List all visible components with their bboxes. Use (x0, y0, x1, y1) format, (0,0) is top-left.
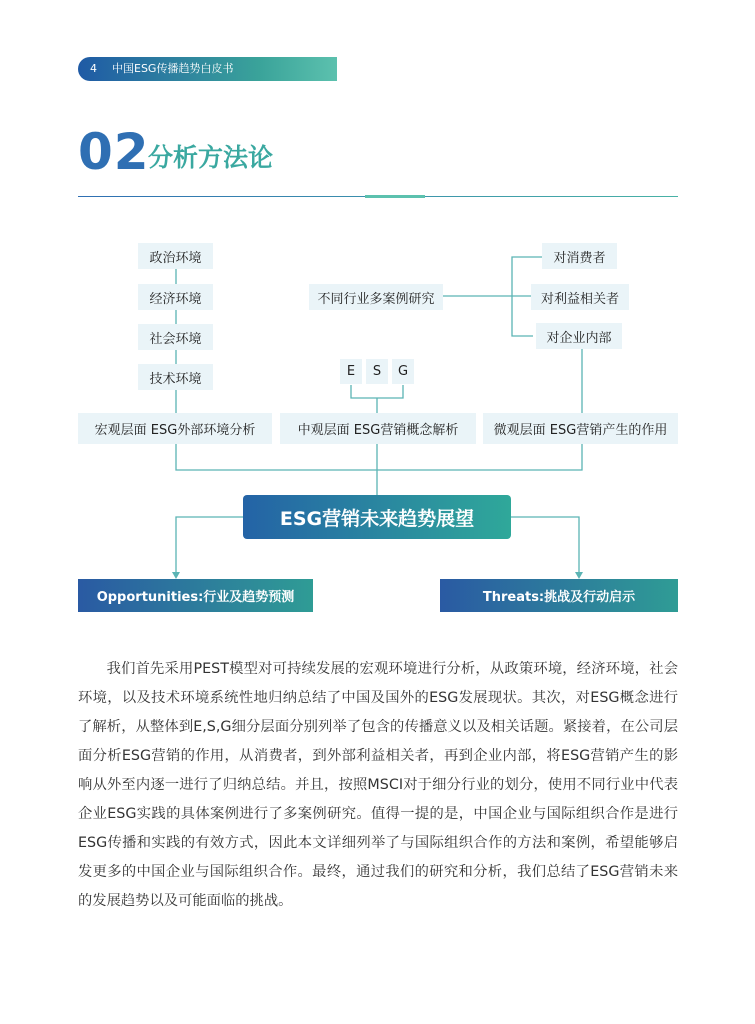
document-title: 中国ESG传播趋势白皮书 (112, 62, 234, 75)
section-number: 02 (78, 123, 150, 181)
macro-level-box: 宏观层面 ESG外部环境分析 (78, 413, 272, 444)
micro-level-box: 微观层面 ESG营销产生的作用 (483, 413, 678, 444)
future-to-threats (511, 517, 579, 576)
future-to-opportunities (176, 517, 243, 576)
arrow-head-right (575, 572, 583, 579)
page-number: 4 (90, 62, 97, 75)
case-study-box: 不同行业多案例研究 (309, 284, 443, 310)
macro-factor-social: 社会环境 (138, 324, 213, 350)
future-trend-box: ESG营销未来趋势展望 (243, 495, 511, 539)
esg-letter-e: E (340, 359, 362, 384)
section-title: 分析方法论 (148, 143, 274, 172)
stakeholder-internal: 对企业内部 (536, 323, 622, 349)
esg-bracket (351, 385, 403, 398)
level-collector (176, 444, 582, 470)
body-paragraph: 我们首先采用PEST模型对可持续发展的宏观环境进行分析，从政策环境，经济环境，社会环境，以及技术环境系统性地归纳总结了中国及国外的ESG发展现状。其次，对ESG概念进行了解析，从整体到E,S,G细分层面分别列举了包含的传播意义以及相关话题。紧接着，在公司层面分析ESG营销的作用，从消费者，到外部利益相关者，再到企业内部，将ESG营销产生的影响从外至内逐一进行了归纳总结。并且，按照MSCI对于细分行业的划分，使用不同行业中代表企业ESG实践的具体案例进行了多案例研究。值得一提的是，中国企业与国际组织合作是进行ESG传播和实践的有效方式，因此本文详细列举了与国际组织合作的方法和案例，希望能够启发更多的中国企业与国际组织合作。最终，通过我们的研究和分析，我们总结了ESG营销未来的发展趋势以及可能面临的挑战。 (78, 661, 678, 909)
macro-factor-technology: 技术环境 (138, 364, 213, 390)
threats-box: Threats:挑战及行动启示 (440, 579, 678, 612)
opportunities-box: Opportunities:行业及趋势预测 (78, 579, 313, 612)
esg-letter-g: G (392, 359, 414, 384)
macro-factor-economic: 经济环境 (138, 284, 213, 310)
meso-level-box: 中观层面 ESG营销概念解析 (280, 413, 476, 444)
arrow-head-left (172, 572, 180, 579)
macro-factor-political: 政治环境 (138, 243, 213, 269)
stakeholder-interested-parties: 对利益相关者 (531, 284, 629, 310)
stakeholder-consumers: 对消费者 (542, 243, 617, 269)
esg-letter-s: S (366, 359, 388, 384)
